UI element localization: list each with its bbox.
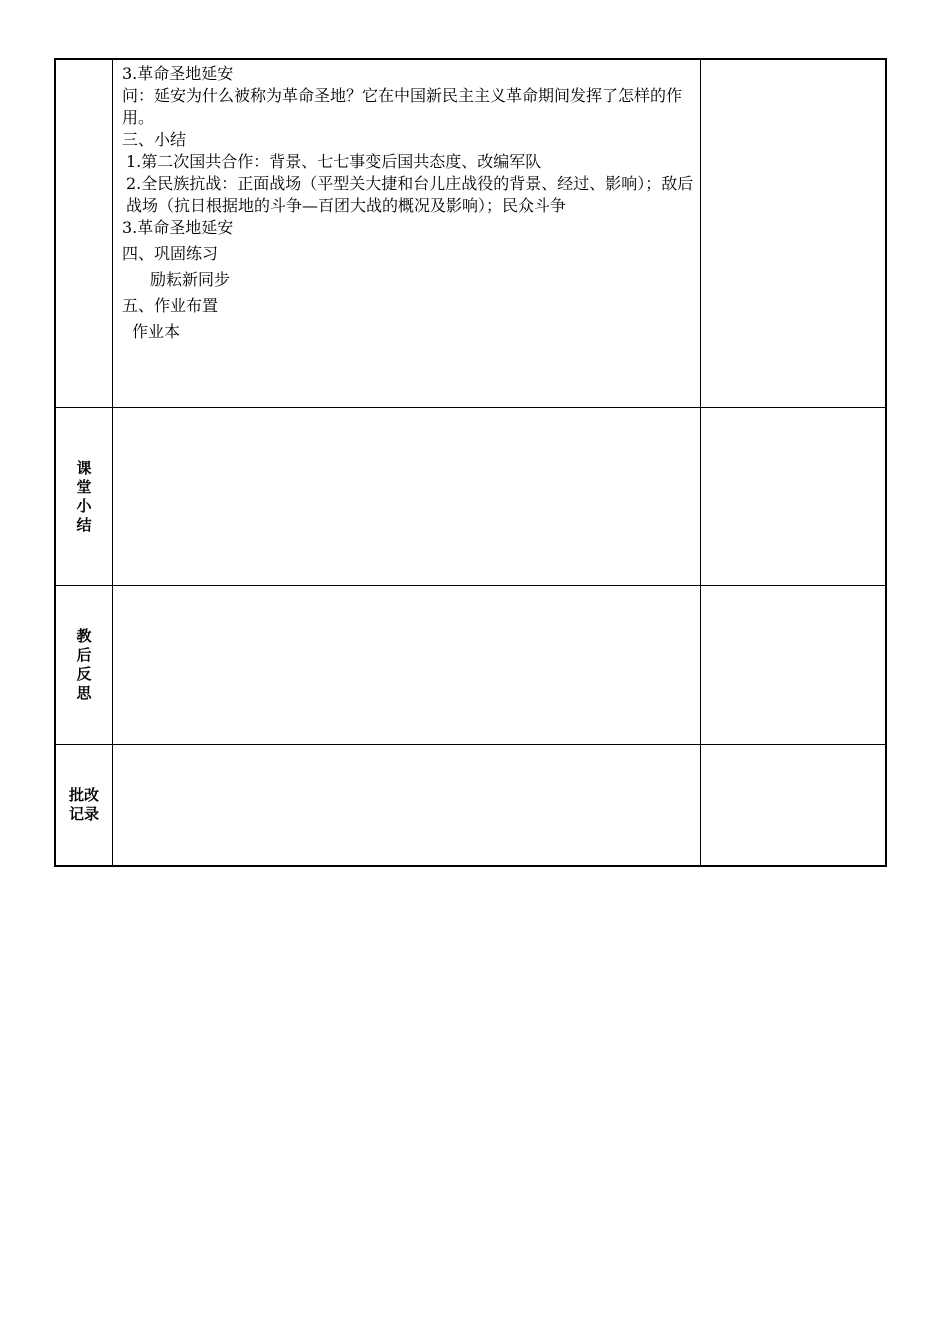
- lesson-content-cell: [113, 59, 701, 408]
- summary-label: 课 堂 小 结: [55, 408, 113, 586]
- content-line: 3.革命圣地延安: [122, 218, 234, 237]
- lesson-content-row: [55, 59, 886, 408]
- empty-label-cell: [55, 59, 113, 408]
- content-line: 励耘新同步: [150, 270, 231, 289]
- record-row: [55, 745, 886, 867]
- content-line: 3.革命圣地延安: [122, 64, 234, 83]
- content-line: 1.第二次国共合作：背景、七七事变后国共态度、改编军队: [126, 152, 542, 171]
- content-question: 问：延安为什么被称为革命圣地？它在中国新民主主义革命期间发挥了怎样的作用。: [122, 86, 683, 127]
- record-label: 批改 记录: [55, 745, 113, 867]
- section-heading-summary: 三、小结: [122, 130, 187, 149]
- record-content-cell: [113, 745, 701, 867]
- section-heading-practice: 四、巩固练习: [122, 244, 219, 263]
- reflection-label: 教 后 反 思: [55, 586, 113, 745]
- content-line: 作业本: [132, 322, 181, 341]
- reflection-row: [55, 586, 886, 745]
- section-heading-homework: 五、作业布置: [122, 296, 219, 315]
- lesson-plan-table: [54, 58, 887, 867]
- content-line: 2.全民族抗战：正面战场（平型关大捷和台儿庄战役的背景、经过、影响）；敌后战场（抗日根据地的斗争—百团大战的概况及影响）；民众斗争: [126, 174, 694, 215]
- summary-notes-cell: [701, 408, 887, 586]
- summary-content-cell: [113, 408, 701, 586]
- notes-cell: [701, 59, 887, 408]
- lesson-content: [113, 60, 700, 343]
- reflection-notes-cell: [701, 586, 887, 745]
- record-notes-cell: [701, 745, 887, 867]
- summary-row: [55, 408, 886, 586]
- reflection-content-cell: [113, 586, 701, 745]
